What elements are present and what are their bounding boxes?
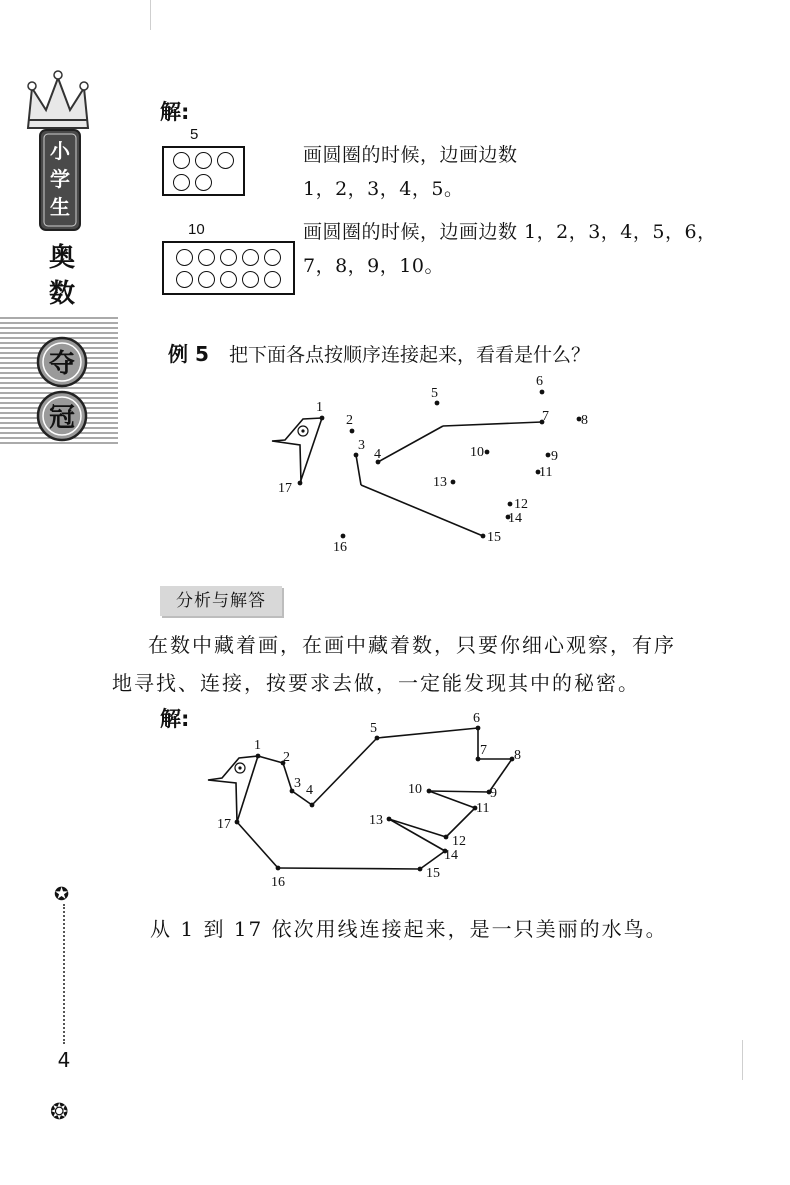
star-icon: ✪: [54, 884, 70, 905]
bird-dot-label-10: 10: [408, 782, 422, 797]
puzzle-dot-5: [435, 401, 440, 406]
bird-beak: [208, 756, 258, 822]
puzzle-dot-6: [540, 390, 545, 395]
answer-label-2: 解:: [160, 707, 190, 731]
svg-text:生: 生: [50, 195, 70, 219]
bird-dot-label-6: 6: [473, 711, 480, 726]
box5-caption: 5: [190, 126, 199, 143]
bird-dot-label-5: 5: [370, 721, 377, 736]
puzzle-dot-10: [485, 450, 490, 455]
svg-text:奥: 奥: [48, 243, 76, 273]
bird-dot-label-7: 7: [480, 743, 487, 758]
svg-text:数: 数: [48, 279, 76, 309]
answer-label: 解:: [160, 100, 190, 124]
bird-segment: [429, 791, 475, 808]
puzzle-dot-3: [354, 453, 359, 458]
bird-dot-label-9: 9: [490, 786, 497, 801]
bird-solution-lines: [237, 728, 512, 869]
svg-text:学: 学: [50, 167, 70, 191]
bird-dot-label-14: 14: [444, 848, 458, 863]
puzzle-dot-label-3: 3: [358, 438, 365, 453]
puzzle-dot-label-15: 15: [487, 530, 501, 545]
bird-dot-17: [235, 820, 240, 825]
conclusion-text: 从 1 到 17 依次用线连接起来，是一只美丽的水鸟。: [150, 917, 668, 941]
bird-dot-label-1: 1: [254, 738, 261, 753]
bird-dot-label-12: 12: [452, 834, 466, 849]
bird-segment: [389, 819, 445, 851]
box5-text-line1: 画圆圈的时候，边画边数: [303, 144, 518, 166]
box10-text-line2: 7，8，9，10。: [303, 255, 444, 277]
analysis-paragraph-line2: 地寻找、连接，按要求去做，一定能发现其中的秘密。: [112, 671, 640, 695]
puzzle-dot-13: [451, 480, 456, 485]
bird-dot-label-2: 2: [283, 750, 290, 765]
puzzle-dot-label-11: 11: [539, 465, 553, 480]
bird-dot-label-3: 3: [294, 776, 301, 791]
bird-dot-10: [427, 789, 432, 794]
bird-segment: [258, 756, 283, 763]
box10-text-line1: 画圆圈的时候，边画边数 1，2，3，4，5，6，: [303, 221, 717, 243]
example5-question: 把下面各点按顺序连接起来，看看是什么？: [228, 344, 590, 366]
puzzle-dot-label-4: 4: [374, 447, 381, 462]
svg-text:夺: 夺: [48, 349, 76, 379]
bird-dot-label-17: 17: [217, 817, 231, 832]
bird-dot-label-15: 15: [426, 866, 440, 881]
bird-dot-5: [375, 736, 380, 741]
puzzle-dot-label-14: 14: [508, 511, 522, 526]
margin-dotted-rule: [63, 904, 65, 1044]
bird-segment: [283, 763, 292, 791]
puzzle-dot-label-16: 16: [333, 540, 347, 555]
svg-text:冠: 冠: [48, 403, 76, 433]
puzzle-dot-15: [481, 534, 486, 539]
puzzle-dot-label-2: 2: [346, 413, 353, 428]
box5-text-line2: 1，2，3，4，5。: [303, 178, 464, 200]
bird-dot-1: [256, 754, 261, 759]
puzzle-dot-16: [341, 534, 346, 539]
bird-segment: [389, 819, 446, 837]
swirl-icon: ❂: [50, 1100, 69, 1125]
bird-segment: [429, 791, 489, 792]
puzzle-dot-label-10: 10: [470, 445, 484, 460]
puzzle-dot-label-8: 8: [581, 413, 588, 428]
puzzle-dot-label-6: 6: [536, 374, 543, 389]
puzzle-dot-label-9: 9: [551, 449, 558, 464]
svg-text:小: 小: [50, 139, 70, 163]
puzzle-dot-1: [320, 416, 325, 421]
puzzle-dot-label-13: 13: [433, 475, 447, 490]
bird-dot-label-16: 16: [271, 875, 285, 890]
bird-dot-13: [387, 817, 392, 822]
puzzle-dot-2: [350, 429, 355, 434]
puzzle-dot-label-1: 1: [316, 400, 323, 415]
analysis-tag: 分析与解答: [160, 586, 282, 616]
puzzle-partial-lines: [272, 418, 542, 536]
puzzle-eye-icon: [298, 426, 308, 436]
analysis-paragraph-line1: 在数中藏着画，在画中藏着数，只要你细心观察，有序: [148, 633, 676, 657]
bird-dot-label-13: 13: [369, 813, 383, 828]
bird-dot-label-8: 8: [514, 748, 521, 763]
bird-dot-12: [444, 835, 449, 840]
puzzle-dot-9: [546, 453, 551, 458]
bird-dot-16: [276, 866, 281, 871]
bird-dot-4: [310, 803, 315, 808]
bird-dot-15: [418, 867, 423, 872]
bird-segment: [237, 756, 258, 822]
bird-segment: [377, 728, 478, 738]
page-number: 4: [57, 1048, 71, 1072]
bird-segment: [312, 738, 377, 805]
bird-dot-label-4: 4: [306, 783, 313, 798]
puzzle-dot-label-17: 17: [278, 481, 292, 496]
bird-segment: [446, 808, 475, 837]
example5-label: 例 5: [168, 342, 209, 366]
bird-segment: [237, 822, 278, 868]
bird-dot-label-11: 11: [476, 801, 490, 816]
bird-segment: [278, 868, 420, 869]
puzzle-dot-label-12: 12: [514, 497, 528, 512]
bird-dot-6: [476, 726, 481, 731]
bird-eye-icon: [235, 763, 245, 773]
puzzle-dot-12: [508, 502, 513, 507]
box10-caption: 10: [188, 221, 205, 238]
puzzle-dot-label-5: 5: [431, 386, 438, 401]
puzzle-dot-label-7: 7: [542, 409, 549, 424]
puzzle-dot-17: [298, 481, 303, 486]
